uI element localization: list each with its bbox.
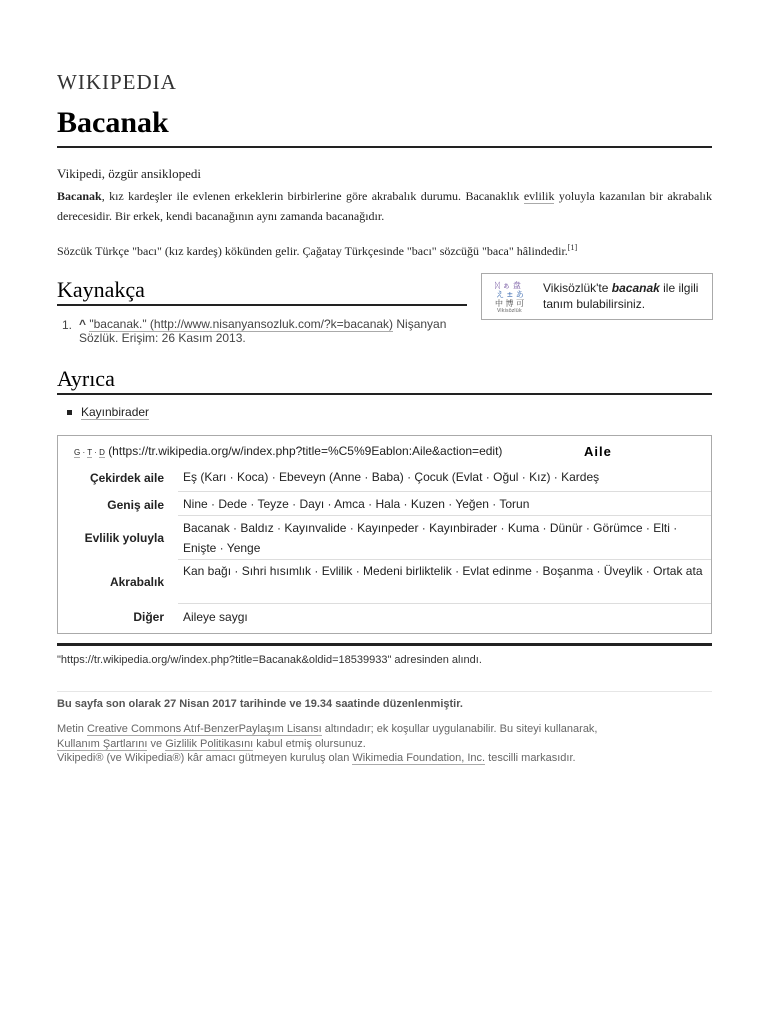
navbox-divider [178, 491, 711, 492]
references-heading: Kaynakça [57, 277, 145, 302]
navbox-row-label: Akrabalık [109, 575, 164, 589]
reference-item [62, 317, 472, 345]
navbox-row-links[interactable]: Aileye saygı [183, 610, 248, 624]
see-also-item [67, 405, 149, 419]
etymology-paragraph [57, 238, 712, 261]
svg-text:中 博 可: 中 博 可 [495, 299, 525, 308]
wikipedia-logo[interactable]: WIKIPEDIA [57, 70, 177, 94]
wiktionary-text: Vikisözlük'te bacanak ile ilgili tanım bulabilirsiniz. [543, 281, 699, 311]
content-end-divider [57, 643, 712, 646]
reference-number: 1. [62, 318, 73, 332]
citation-link[interactable]: [1] [567, 243, 578, 252]
family-navbox [57, 435, 712, 634]
navbox-row [58, 493, 711, 515]
navbox-edit-url[interactable]: (https://tr.wikipedia.org/w/index.php?title=%C5%9Eablon:Aile&action=edit) [108, 444, 503, 458]
footer-divider [57, 691, 712, 692]
footer-license: Metin Creative Commons Atıf-BenzerPaylaşım Lisansı altındadır; ek koşullar uygulanabilir. Bu siteyi kullanarak, Kullanım Şartlarını ve Gizlilik Politikasını kabul etmiş olursunuz. Vikipedi® (ve Wikipedia®) kâr amacı gütmeyen kuruluş olan Wikimedia Foundation, Inc. tescilli markasıdır. [57, 723, 598, 764]
wiktionary-term-link[interactable]: bacanak [611, 281, 660, 295]
title-divider [57, 146, 712, 148]
navbox-title: Aile [584, 444, 612, 459]
retrieved-from[interactable]: "https://tr.wikipedia.org/w/index.php?title=Bacanak&oldid=18539933" adresinden alındı. [57, 654, 482, 666]
link-evlilik[interactable]: evlilik [523, 189, 555, 203]
navbox-talk-link[interactable]: T [87, 448, 92, 457]
navbox-row-label: Çekirdek aile [89, 471, 164, 485]
wiktionary-logo-icon[interactable] [494, 279, 530, 313]
navbox-row-links[interactable]: Kan bağı · Sıhri hısımlık · Evlilik · Medeni birliktelik · Evlat edinme · Boşanma · Üveylik · Ortak ata [183, 564, 703, 578]
link-kayinbirader[interactable]: Kayınbirader [81, 405, 150, 419]
references-divider [57, 304, 467, 306]
wiktionary-box [481, 273, 713, 320]
navbox-row-links[interactable]: Nine · Dede · Teyze · Dayı · Amca · Hala · Kuzen · Yeğen · Torun [183, 497, 530, 511]
svg-text:Vikisözlük: Vikisözlük [497, 308, 522, 313]
page-title: Bacanak [57, 106, 169, 139]
navbox-row-label: Geniş aile [107, 498, 164, 512]
reference-rest: Nişanyan Sözlük. Erişim: 26 Kasım 2013. [79, 317, 447, 345]
navbox-edit-link[interactable]: D [99, 448, 105, 457]
navbox-row [58, 561, 711, 603]
navbox-row-label: Diğer [133, 610, 164, 624]
see-also-divider [57, 393, 712, 395]
license-link[interactable]: Creative Commons Atıf-BenzerPaylaşım Lisansı [86, 723, 322, 735]
privacy-link[interactable]: Gizlilik Politikasını [165, 737, 254, 750]
see-also-heading: Ayrıca [57, 366, 115, 391]
etymology-text: Sözcük Türkçe "bacı" (kız kardeş) kökünden gelir. Çağatay Türkçesinde "bacı" sözcüğü "baca" hâlindedir. [57, 244, 568, 258]
term-bold: Bacanak [57, 189, 102, 203]
navbox-row-links[interactable]: Bacanak · Baldız · Kayınvalide · Kayınpeder · Kayınbirader · Kuma · Dünür · Görümce · Elti · Enişte · Yenge [183, 521, 678, 555]
navbox-header: G · T · D (https://tr.wikipedia.org/w/index.php?title=%C5%9Eablon:Aile&action=edit) [74, 444, 503, 458]
navbox-row-links[interactable]: Eş (Karı · Koca) · Ebeveyn (Anne · Baba) · Çocuk (Evlat · Oğul · Kız) · Kardeş [183, 470, 600, 484]
navbox-row-label: Evlilik yoluyla [84, 531, 164, 545]
svg-text:ᛞ ぁ 盘: ᛞ ぁ 盘 [495, 281, 521, 290]
site-tagline: Vikipedi, özgür ansiklopedi [57, 166, 201, 181]
last-modified: Bu sayfa son olarak 27 Nisan 2017 tarihinde ve 19.34 saatinde düzenlenmiştir. [57, 698, 463, 710]
navbox-row [58, 605, 711, 629]
navbox-view-link[interactable]: G [74, 448, 81, 457]
navbox-divider [178, 559, 711, 560]
navbox-row [58, 466, 711, 491]
navbox-divider [178, 515, 711, 516]
intro-text-a: , kız kardeşler ile evlenen erkeklerin birbirlerine göre akrabalık durumu. Bacanaklık [101, 189, 524, 203]
intro-paragraph [57, 186, 712, 226]
reference-backlink[interactable]: ^ [79, 317, 87, 331]
intro-text-b: yoluyla kazanılan bir akrabalık derecesidir. Bir erkek, kendi bacanağının aynı zamanda bacanağıdır. [57, 189, 712, 223]
navbox-divider [178, 603, 711, 604]
navbox-row [58, 517, 711, 559]
terms-link[interactable]: Kullanım Şartlarını [57, 737, 148, 750]
svg-text:え ± あ: え ± あ [496, 290, 524, 299]
reference-link[interactable]: "bacanak." (http://www.nisanyansozluk.com/?k=bacanak) [89, 317, 394, 331]
wikimedia-link[interactable]: Wikimedia Foundation, Inc. [352, 752, 486, 764]
bullet-icon [67, 410, 72, 415]
